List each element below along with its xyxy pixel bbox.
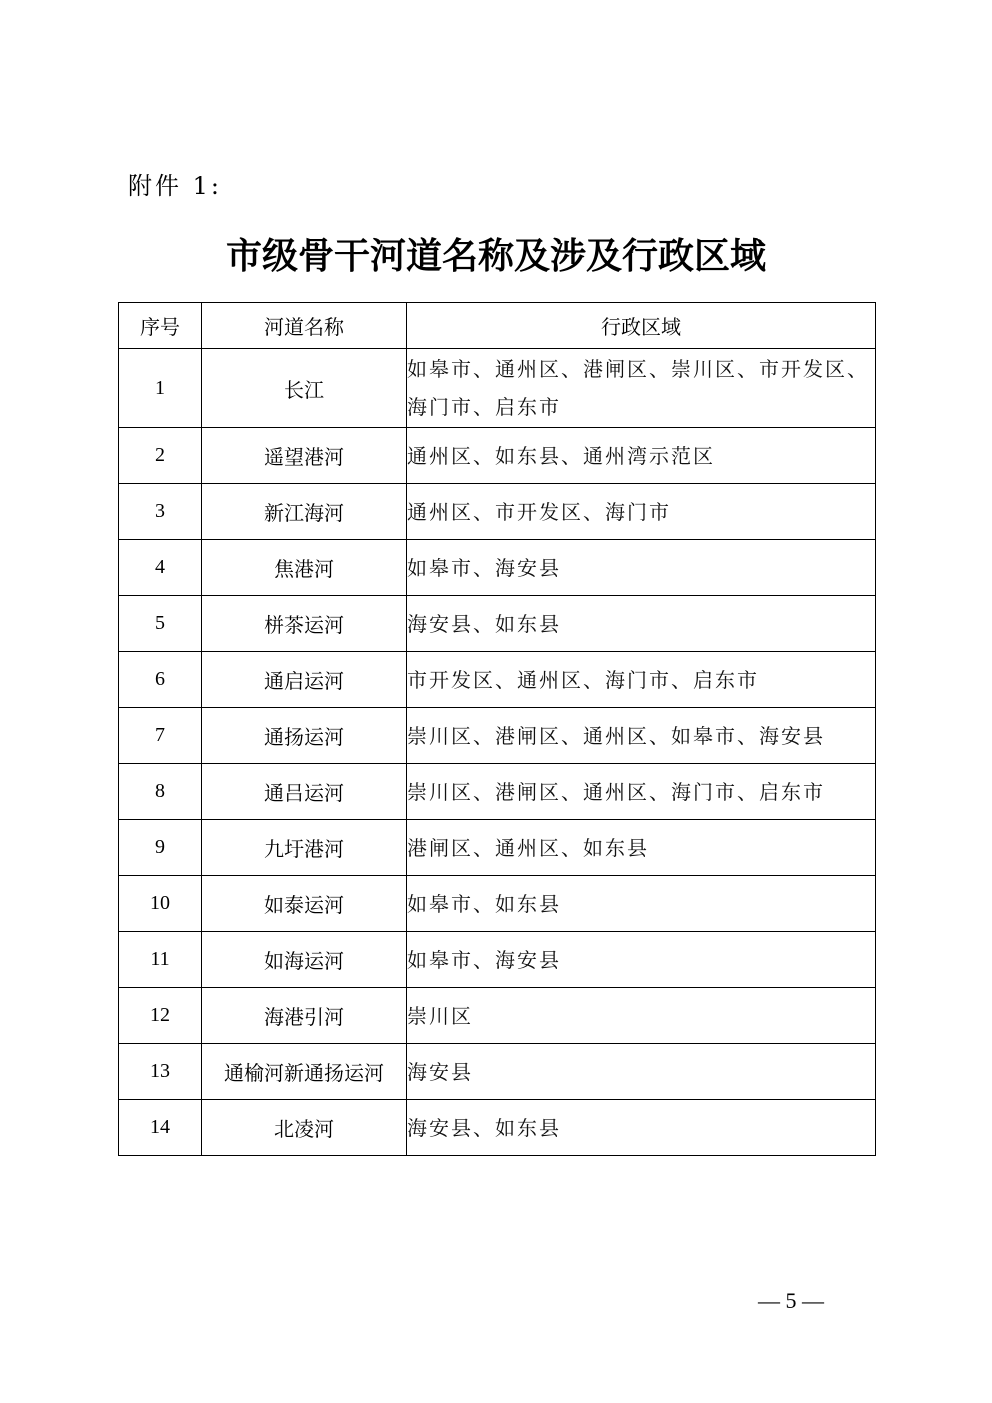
attachment-label: 附件 1:	[128, 172, 222, 200]
header-name: 河道名称	[202, 303, 407, 349]
page-number: — 5 —	[758, 1288, 824, 1313]
row-river-name: 遥望港河	[202, 428, 407, 484]
row-no: 5	[119, 596, 202, 652]
row-no: 6	[119, 652, 202, 708]
row-no: 10	[119, 876, 202, 932]
row-no: 13	[119, 1044, 202, 1100]
row-no: 12	[119, 988, 202, 1044]
row-no: 14	[119, 1100, 202, 1156]
row-river-name: 通吕运河	[202, 764, 407, 820]
table-row	[119, 820, 876, 876]
row-region: 通州区、市开发区、海门市	[407, 484, 876, 540]
row-no: 3	[119, 484, 202, 540]
table-row	[119, 708, 876, 764]
row-river-name: 新江海河	[202, 484, 407, 540]
row-region: 通州区、如东县、通州湾示范区	[407, 428, 876, 484]
header-no: 序号	[119, 303, 202, 349]
table-header-row	[119, 303, 876, 349]
row-river-name: 栟茶运河	[202, 596, 407, 652]
row-no: 8	[119, 764, 202, 820]
row-region: 崇川区	[407, 988, 876, 1044]
row-river-name: 如海运河	[202, 932, 407, 988]
table-row	[119, 596, 876, 652]
row-river-name: 如泰运河	[202, 876, 407, 932]
row-region: 如皋市、海安县	[407, 932, 876, 988]
row-no: 11	[119, 932, 202, 988]
row-no: 2	[119, 428, 202, 484]
table-row	[119, 764, 876, 820]
row-region: 海安县、如东县	[407, 596, 876, 652]
table-row	[119, 1044, 876, 1100]
row-region: 海安县、如东县	[407, 1100, 876, 1156]
table-row	[119, 876, 876, 932]
table-row	[119, 484, 876, 540]
row-river-name: 通扬运河	[202, 708, 407, 764]
table-row	[119, 652, 876, 708]
row-river-name: 海港引河	[202, 988, 407, 1044]
row-no: 1	[119, 349, 202, 428]
row-region: 崇川区、港闸区、通州区、如皋市、海安县	[407, 708, 876, 764]
row-river-name: 长江	[202, 349, 407, 428]
row-region: 海安县	[407, 1044, 876, 1100]
row-region: 港闸区、通州区、如东县	[407, 820, 876, 876]
row-region: 如皋市、如东县	[407, 876, 876, 932]
row-river-name: 通启运河	[202, 652, 407, 708]
table-row	[119, 540, 876, 596]
table-row	[119, 428, 876, 484]
row-region: 市开发区、通州区、海门市、启东市	[407, 652, 876, 708]
document-title: 市级骨干河道名称及涉及行政区域	[225, 235, 766, 277]
table-row	[119, 988, 876, 1044]
table-row	[119, 1100, 876, 1156]
row-no: 4	[119, 540, 202, 596]
row-no: 7	[119, 708, 202, 764]
header-region: 行政区域	[407, 303, 876, 349]
table-row	[119, 932, 876, 988]
row-region: 崇川区、港闸区、通州区、海门市、启东市	[407, 764, 876, 820]
row-river-name: 北凌河	[202, 1100, 407, 1156]
table-row	[119, 349, 876, 428]
row-river-name: 通榆河新通扬运河	[202, 1044, 407, 1100]
row-no: 9	[119, 820, 202, 876]
row-river-name: 焦港河	[202, 540, 407, 596]
river-table	[118, 302, 876, 1156]
row-region: 如皋市、通州区、港闸区、崇川区、市开发区、海门市、启东市	[407, 349, 876, 428]
row-river-name: 九圩港河	[202, 820, 407, 876]
row-region: 如皋市、海安县	[407, 540, 876, 596]
